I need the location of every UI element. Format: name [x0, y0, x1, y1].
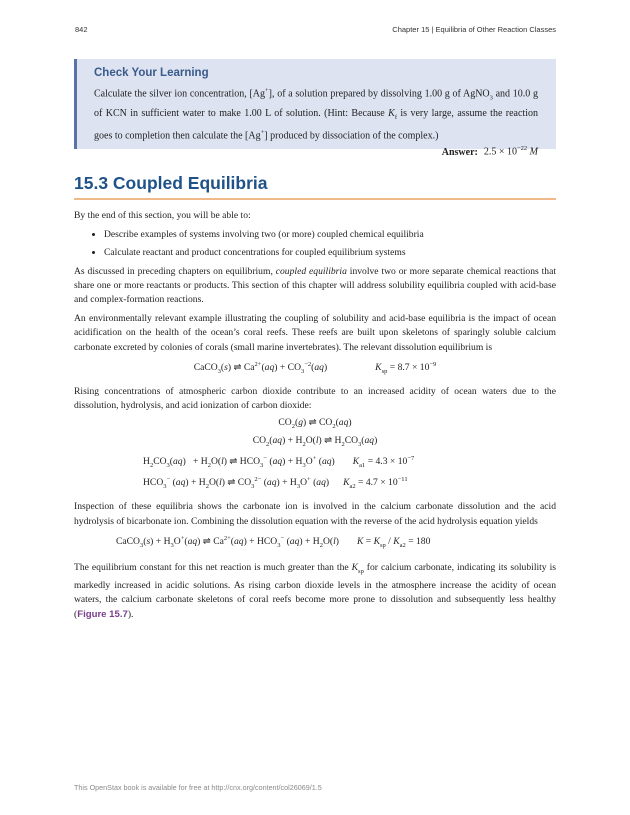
equation-caco3-dissolution: CaCO$_3$(s) ⇌ $Ca^{2+}(aq) + CO_3^{-2}(aq) K_{sp} = 8.7 \times 10^{-9}$	[193, 360, 437, 375]
equation-net-reaction: CaCO$_3$(s) + $H_3O^+(aq)$ ⇌ $Ca^{2+}(aq) + HCO_3^-$ $(aq) + H_2O(l) K = K_{sp} / K_{a2} = 180$	[116, 534, 431, 549]
objective-item: • Describe examples of systems involving two (or more) coupled chemical equilibria	[104, 228, 556, 242]
equation-hco3-ionization: $HCO_3^-$ $(aq) + H_2O(l)$ ⇌ $CO_3^{2-}$ $(aq) + H_3O^+$ (aq) $K_{a2} = 4.7 \times 10^{-11}$	[143, 476, 408, 491]
figure-link[interactable]: Figure 15.7	[77, 608, 128, 620]
footer-openstax: This OpenStax book is available for free at http://cnx.org/content/col26069/1.5	[74, 783, 322, 792]
paragraph-co2-acidity: Rising concentrations of atmospheric carbon dioxide contribute to an increased acidity of ocean waters due to the dissolution, hydrolysis, and acid ionization of carbon dioxide:	[74, 386, 556, 412]
check-your-learning-question: Calculate the silver ion concentration, [Ag+], of a solution prepared by dissolving 1.00 g of AgNO$_3$ and 10.0 g of KCN in sufficient water to make 1.00 L of solution. (Hint: Because $K_f$ is very large, assume the reaction goes to completion then calculate the [Ag+] produced by dissociation of the complex.)	[94, 87, 538, 142]
paragraph-coupled-equilibria: As discussed in preceding chapters on equilibrium, coupled equilibria involve two or more separate chemical reactions that share one or more reactants or products. This section of this chapter will address solubility equilibria coupled with acid-base and complex-formation reactions.	[74, 265, 557, 306]
equation-h2co3-ionization: $H_2CO_3(aq) + H_2O(l)$ ⇌ $HCO_3^-$ $(aq) + H_3O^+$ (aq) $K_{a1} = 4.3 \times 10^{-7}$	[143, 454, 415, 469]
page-number: 842	[75, 25, 88, 34]
objective-item: • Calculate reactant and product concentrations for coupled equilibrium systems	[104, 246, 556, 260]
paragraph-coral-reefs: An environmentally relevant example illustrating the coupling of solubility and acid-base equilibria is the impact of ocean acidification on the health of the ocean’s coral reefs. These reefs are built upon skeletons of sparingly soluble calcium carbonate excreted by colonies of corals (small marine invertebrates). The relevant dissolution equilibrium is	[74, 313, 556, 353]
check-your-learning-title: Check Your Learning	[94, 67, 209, 79]
equation-co2-dissolution: $CO_2(g)$ ⇌ $CO_2(aq)$	[278, 416, 352, 430]
check-your-learning-answer: Answer: $2.5 \times 10^{-22}$ M	[441, 145, 538, 158]
section-title: 15.3 Coupled Equilibria	[74, 173, 556, 200]
section-content	[74, 209, 556, 627]
equation-co2-hydrolysis: $CO_2(aq) + H_2O(l)$ ⇌ $H_2CO_3(aq)$	[252, 434, 378, 448]
paragraph-conclusion: The equilibrium constant for this net reaction is much greater than the $K_{sp}$ for calcium carbonate, indicating its solubility is markedly increased in acidic solutions. As rising carbon dioxide levels in the atmosphere increase the acidity of ocean waters, the calcium carbonate skeletons of coral reefs become more prone to dissolution and subsequently less healthy (Figure 15.7).	[74, 562, 556, 620]
learning-objectives	[74, 228, 556, 260]
chapter-header: Chapter 15 | Equilibria of Other Reaction Classes	[392, 25, 556, 34]
check-your-learning-box	[74, 59, 556, 158]
objectives-intro: By the end of this section, you will be able to:	[74, 210, 251, 221]
paragraph-inspection: Inspection of these equilibria shows the carbonate ion is involved in the calcium carbonate dissolution and the acid hydrolysis of bicarbonate ion. Combining the dissolution equation with the reverse of the acid hydrolysis equation yields	[74, 501, 556, 527]
